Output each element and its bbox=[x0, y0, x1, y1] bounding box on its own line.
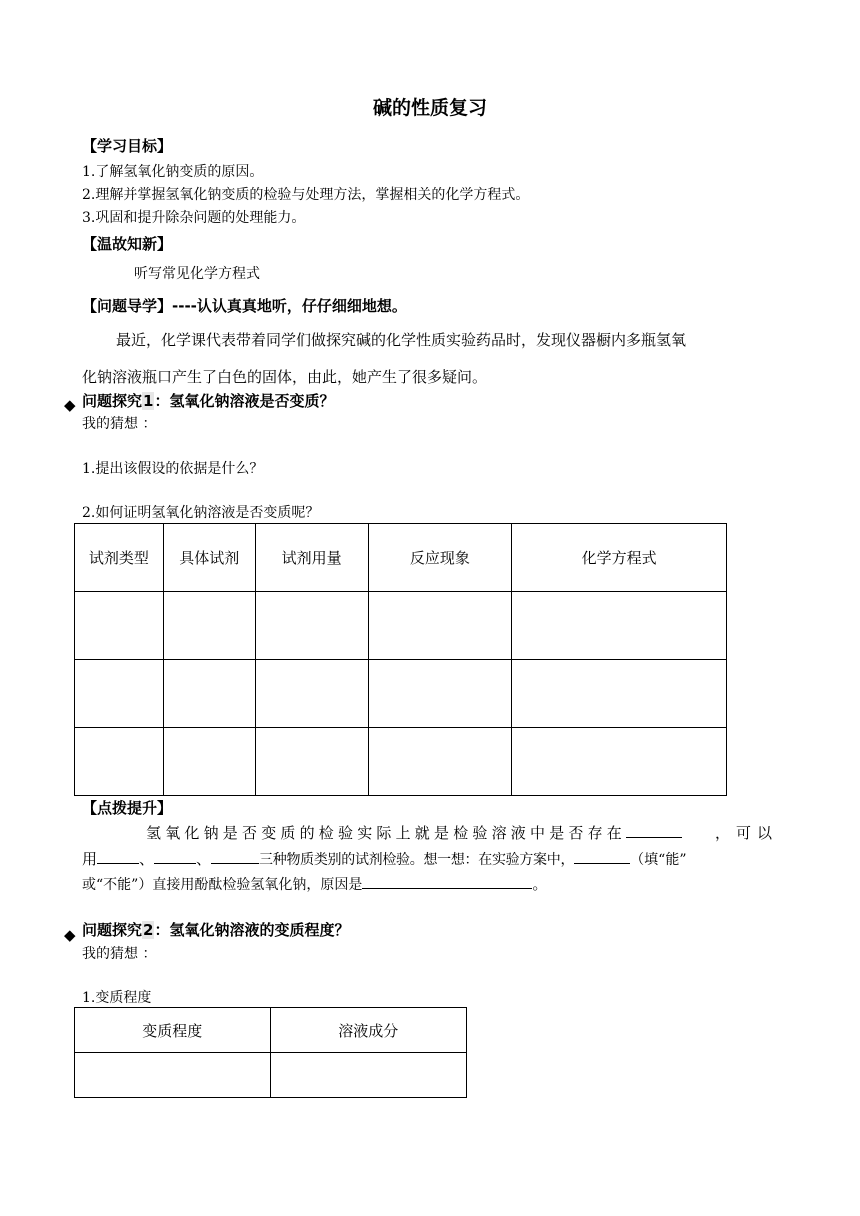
inquiry2-question-1: 1.变质程度 bbox=[82, 990, 152, 1006]
table-cell[interactable] bbox=[368, 592, 512, 660]
inquiry1-guess: 我的猜想 ： bbox=[82, 416, 157, 432]
table-cell[interactable] bbox=[512, 728, 727, 796]
degree-table bbox=[74, 1007, 467, 1098]
tips-heading: 【点拨提升】 bbox=[82, 799, 173, 817]
objective-item-1: 1.了解氢氧化钠变质的原因。 bbox=[82, 164, 264, 180]
table-cell[interactable] bbox=[163, 728, 255, 796]
guide-paragraph-line1: 最近，化学课代表带着同学们做探究碱的化学性质实验药品时，发现仪器橱内多瓶氢氧 bbox=[116, 331, 687, 349]
inquiry1-title: ：氢氧化钠溶液是否变质？ bbox=[154, 392, 335, 410]
inquiry1-heading bbox=[82, 390, 334, 411]
inquiry1-number: 1 bbox=[143, 392, 154, 410]
table-header-cell: 溶液成分 bbox=[270, 1008, 467, 1053]
table-cell[interactable] bbox=[75, 1053, 271, 1098]
tips-line1-end: ，可以 bbox=[714, 824, 778, 842]
table-cell[interactable] bbox=[368, 728, 512, 796]
blank-field[interactable] bbox=[362, 874, 532, 889]
diamond-bullet-icon: ◆ bbox=[64, 396, 76, 414]
blank-field[interactable] bbox=[211, 849, 259, 864]
table-header-cell: 变质程度 bbox=[75, 1008, 271, 1053]
table-header-cell: 具体试剂 bbox=[163, 524, 255, 592]
inquiry1-question-1: 1.提出该假设的依据是什么？ bbox=[82, 461, 264, 477]
table-header-cell: 化学方程式 bbox=[512, 524, 727, 592]
blank-field[interactable] bbox=[97, 849, 139, 864]
objective-item-2: 2.理解并掌握氢氧化钠变质的检验与处理方法，掌握相关的化学方程式。 bbox=[82, 187, 530, 203]
table-row bbox=[75, 1053, 467, 1098]
table-header-cell: 反应现象 bbox=[368, 524, 512, 592]
table-header-row bbox=[75, 1008, 467, 1053]
tips-line-1 bbox=[82, 822, 778, 843]
objectives-heading: 【学习目标】 bbox=[82, 137, 173, 155]
table-row bbox=[75, 592, 727, 660]
table-header-cell: 试剂用量 bbox=[255, 524, 368, 592]
tips-line-2 bbox=[82, 848, 686, 869]
tips-separator: 、 bbox=[139, 850, 155, 868]
table-row bbox=[75, 728, 727, 796]
review-text: 听写常见化学方程式 bbox=[134, 266, 260, 282]
blank-field[interactable] bbox=[626, 823, 682, 838]
tips-line1-text: 氢氧化钠是否变质的检验实际上就是检验溶液中是否存在 bbox=[146, 824, 627, 842]
table-cell[interactable] bbox=[255, 728, 368, 796]
blank-field[interactable] bbox=[574, 849, 630, 864]
guide-heading: 【问题导学】----认认真真地听，仔仔细细地想。 bbox=[82, 297, 407, 315]
inquiry1-question-2: 2.如何证明氢氧化钠溶液是否变质呢？ bbox=[82, 505, 320, 521]
table-cell[interactable] bbox=[75, 728, 164, 796]
inquiry2-title: ：氢氧化钠溶液的变质程度？ bbox=[154, 921, 350, 939]
table-cell[interactable] bbox=[368, 660, 512, 728]
table-row bbox=[75, 660, 727, 728]
table-header-row bbox=[75, 524, 727, 592]
table-cell[interactable] bbox=[255, 592, 368, 660]
review-heading: 【温故知新】 bbox=[82, 235, 173, 253]
table-cell[interactable] bbox=[512, 660, 727, 728]
inquiry1-prefix: 问题探究 bbox=[82, 392, 143, 410]
table-header-cell: 试剂类型 bbox=[75, 524, 164, 592]
table-cell[interactable] bbox=[75, 660, 164, 728]
inquiry2-heading bbox=[82, 919, 349, 940]
tips-separator: 、 bbox=[196, 850, 212, 868]
table-cell[interactable] bbox=[163, 592, 255, 660]
page-title: 碱的性质复习 bbox=[372, 97, 487, 119]
blank-field[interactable] bbox=[154, 849, 196, 864]
table-cell[interactable] bbox=[255, 660, 368, 728]
tips-line2-start: 用 bbox=[82, 850, 98, 868]
tips-line2-mid: 三种物质类别的试剂检验。想一想：在实验方案中， bbox=[259, 852, 575, 868]
inquiry2-guess: 我的猜想 ： bbox=[82, 946, 157, 962]
inquiry2-prefix: 问题探究 bbox=[82, 921, 143, 939]
tips-line2-end: （填“能” bbox=[630, 852, 687, 868]
table-cell[interactable] bbox=[512, 592, 727, 660]
reagent-table bbox=[74, 523, 727, 796]
tips-line3-end: 。 bbox=[532, 875, 548, 893]
inquiry2-number: 2 bbox=[143, 921, 154, 939]
table-cell[interactable] bbox=[163, 660, 255, 728]
objective-item-3: 3.巩固和提升除杂问题的处理能力。 bbox=[82, 210, 306, 226]
table-cell[interactable] bbox=[270, 1053, 467, 1098]
table-cell[interactable] bbox=[75, 592, 164, 660]
tips-line-3 bbox=[82, 873, 547, 894]
diamond-bullet-icon: ◆ bbox=[64, 926, 76, 944]
guide-paragraph-line2: 化钠溶液瓶口产生了白色的固体，由此，她产生了很多疑问。 bbox=[82, 368, 488, 386]
tips-line3-start: 或“不能”）直接用酚酞检验氢氧化钠，原因是 bbox=[82, 877, 363, 893]
